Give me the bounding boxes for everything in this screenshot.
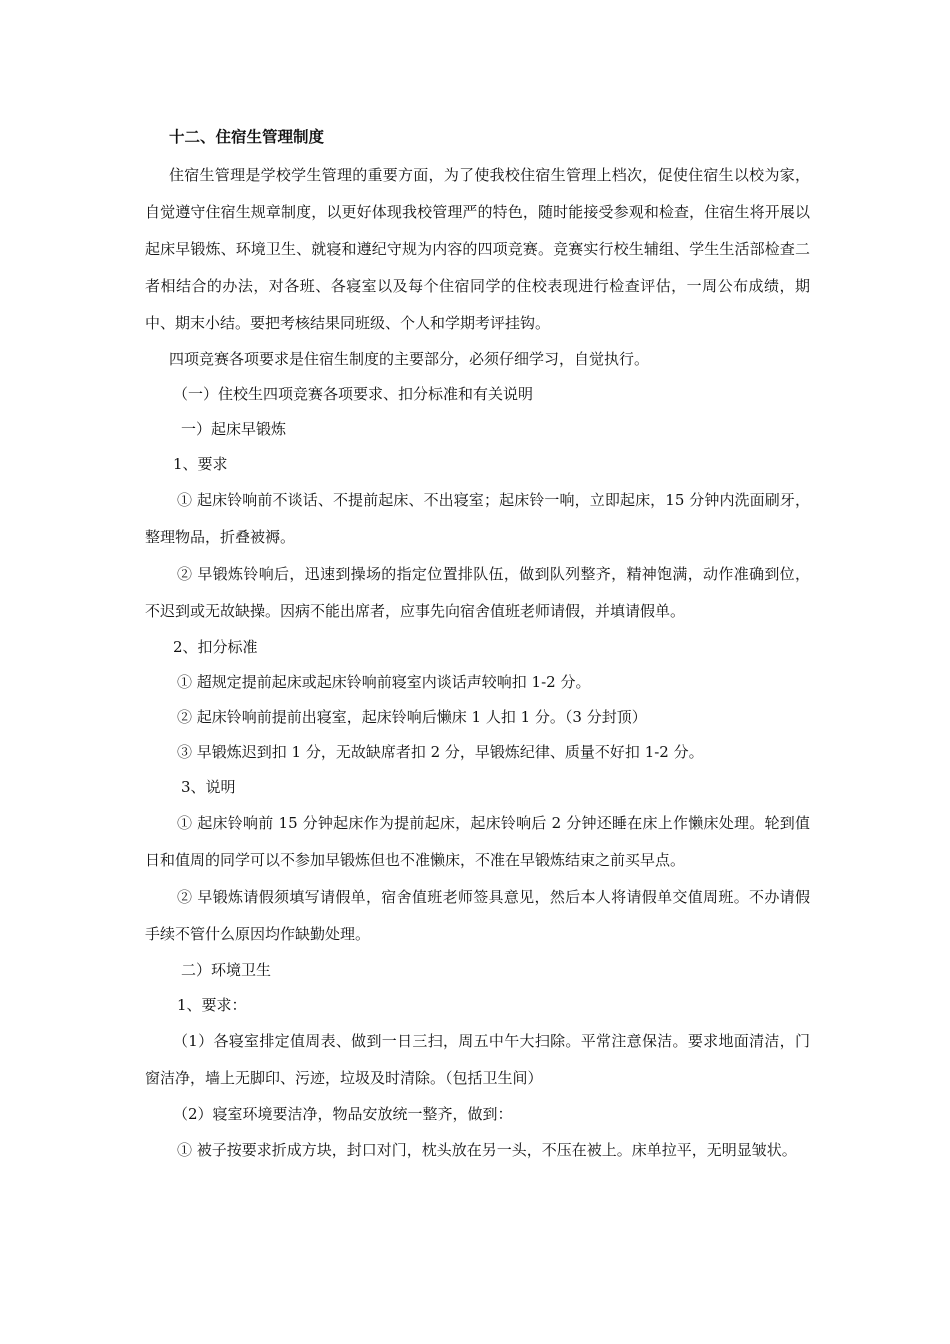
paragraph-summary: 四项竞赛各项要求是住宿生制度的主要部分，必须仔细学习，自觉执行。	[169, 350, 650, 368]
list-heading-deductions: 2、扣分标准	[173, 638, 258, 656]
hygiene-detail-1: ① 被子按要求折成方块，封口对门，枕头放在另一头，不压在被上。床单拉平，无明显皱状。	[177, 1141, 797, 1159]
section-title: 十二、住宿生管理制度	[169, 128, 325, 146]
list-heading-hygiene-requirements: 1、要求：	[177, 996, 247, 1014]
list-heading-requirements: 1、要求	[173, 455, 228, 473]
list-heading-notes: 3、说明	[181, 778, 236, 796]
deduction-3: ③ 早锻炼迟到扣 1 分，无故缺席者扣 2 分，早锻炼纪律、质量不好扣 1-2 分。	[177, 743, 704, 761]
deduction-1: ① 超规定提前起床或起床铃响前寝室内谈话声较响扣 1-2 分。	[177, 673, 591, 691]
note-1: ① 起床铃响前 15 分钟起床作为提前起床，起床铃响后 2 分钟还睡在床上作懒床处理。轮到值日和值周的同学可以不参加早锻炼但也不准懒床，不准在早锻炼结束之前买早点。	[145, 814, 810, 869]
subsection-heading-1: （一）住校生四项竞赛各项要求、扣分标准和有关说明	[173, 385, 534, 403]
hygiene-requirement-2: （2）寝室环境要洁净，物品安放统一整齐，做到：	[173, 1105, 513, 1123]
deduction-2: ② 起床铃响前提前出寝室，起床铃响后懒床 1 人扣 1 分。（3 分封顶）	[177, 708, 647, 726]
note-2: ② 早锻炼请假须填写请假单，宿舍值班老师签具意见，然后本人将请假单交值周班。不办请假手续不管什么原因均作缺勤处理。	[145, 888, 810, 943]
requirement-2: ② 早锻炼铃响后，迅速到操场的指定位置排队伍，做到队列整齐，精神饱满，动作准确到位，不迟到或无故缺操。因病不能出席者，应事先向宿舍值班老师请假，并填请假单。	[145, 565, 810, 620]
document-body	[145, 126, 810, 1169]
hygiene-requirement-1: （1）各寝室排定值周表、做到一日三扫，周五中午大扫除。平常注意保洁。要求地面清洁，门窗洁净，墙上无脚印、污迹，垃圾及时清除。（包括卫生间）	[145, 1032, 810, 1087]
requirement-1: ① 起床铃响前不谈话、不提前起床、不出寝室；起床铃一响，立即起床，15 分钟内洗面刷牙，整理物品，折叠被褥。	[145, 491, 810, 546]
paragraph-intro: 住宿生管理是学校学生管理的重要方面，为了使我校住宿生管理上档次，促使住宿生以校为家，自觉遵守住宿生规章制度，以更好体现我校管理严的特色，随时能接受参观和检查，住宿生将开展以起床早锻炼、环境卫生、就寝和遵纪守规为内容的四项竞赛。竞赛实行校生辅组、学生生活部检查二者相结合的办法，对各班、各寝室以及每个住宿同学的住校表现进行检查评估，一周公布成绩，期中、期末小结。要把考核结果同班级、个人和学期考评挂钩。	[145, 166, 810, 332]
item-heading-wakeup: 一）起床早锻炼	[181, 420, 287, 438]
item-heading-hygiene: 二）环境卫生	[181, 961, 272, 979]
